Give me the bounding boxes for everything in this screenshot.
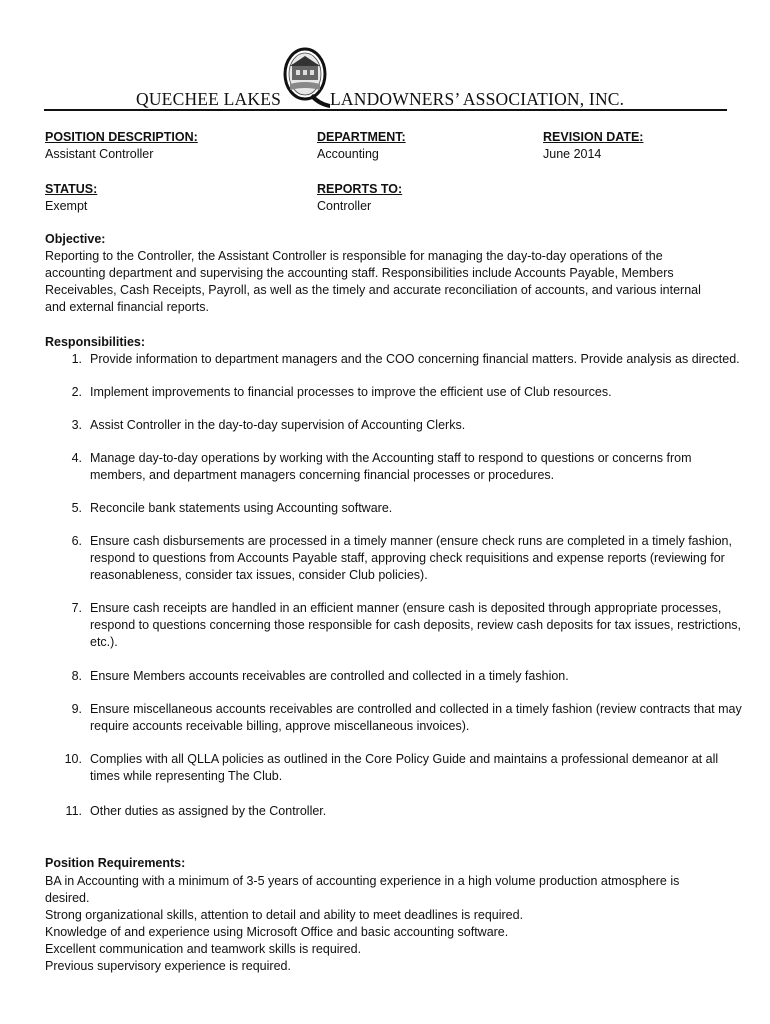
list-item-text: Manage day-to-day operations by working with the Accounting staff to respond to questions or concerns from <box>90 451 692 465</box>
objective-paragraph <box>45 248 725 316</box>
revision-date-label: REVISION DATE: <box>543 130 644 144</box>
list-item-text: members, and department managers concerning financial processes or procedures. <box>90 468 555 482</box>
list-item-text: respond to questions from Accounts Payable staff, approving check requisitions and expense reports (reviewing for <box>90 551 725 565</box>
position-description-value: Assistant Controller <box>45 147 154 161</box>
list-item-number: 3. <box>71 418 82 432</box>
list-item-number: 5. <box>71 501 82 515</box>
letterhead <box>0 0 770 115</box>
reports-to-label: REPORTS TO: <box>317 182 403 196</box>
requirements-line: BA in Accounting with a minimum of 3-5 years of accounting experience in a high volume production atmosphere is <box>45 874 680 888</box>
status-label: STATUS: <box>45 182 98 196</box>
list-item-text: Ensure cash receipts are handled in an efficient manner (ensure cash is deposited through appropriate processes, <box>90 601 722 615</box>
list-item-number: 2. <box>71 385 82 399</box>
list-item-number: 6. <box>71 534 82 548</box>
objective-line: Reporting to the Controller, the Assistant Controller is responsible for managing the day-to-day operations of the <box>45 249 663 263</box>
requirements-line: Excellent communication and teamwork skills is required. <box>45 942 362 956</box>
requirements-line: Strong organizational skills, attention to detail and ability to meet deadlines is required. <box>45 908 524 922</box>
list-item-text: Ensure miscellaneous accounts receivables are controlled and collected in a timely fashion (review contracts that may <box>90 702 742 716</box>
department-label: DEPARTMENT: <box>317 130 406 144</box>
requirements-line: desired. <box>45 891 90 905</box>
list-item-number: 9. <box>71 702 82 716</box>
list-item-number: 8. <box>71 669 82 683</box>
status-value: Exempt <box>45 199 88 213</box>
position-description-label: POSITION DESCRIPTION: <box>45 130 198 144</box>
list-item-number: 11. <box>65 804 82 818</box>
list-item-text: reasonableness, consider tax issues, consider Club policies). <box>90 568 428 582</box>
list-item-text: Other duties as assigned by the Controller. <box>90 804 327 818</box>
list-item-text: respond to questions concerning those responsible for cash deposits, review cash deposits for tax issues, restrictions, <box>90 618 742 632</box>
list-item-number: 1. <box>71 352 82 366</box>
association-name-right: LANDOWNERS’ ASSOCIATION, INC. <box>330 89 625 109</box>
objective-line: and external financial reports. <box>45 300 209 314</box>
list-item-number: 4. <box>71 451 82 465</box>
objective-line: accounting department and supervising the accounting staff. Responsibilities include Accounts Payable, Members <box>45 266 674 280</box>
list-item-number: 7. <box>71 601 82 615</box>
list-item-text: require accounts receivable billing, approve miscellaneous invoices). <box>90 719 470 733</box>
revision-date-value: June 2014 <box>543 147 602 161</box>
department-value: Accounting <box>317 147 379 161</box>
requirements-line: Previous supervisory experience is required. <box>45 959 291 973</box>
responsibilities-title: Responsibilities: <box>45 335 146 349</box>
reports-to-value: Controller <box>317 199 372 213</box>
list-item-text: Complies with all QLLA policies as outlined in the Core Policy Guide and maintains a professional demeanor at all <box>90 752 719 766</box>
list-item-text: Ensure cash disbursements are processed in a timely manner (ensure check runs are completed in a timely fashion, <box>90 534 732 548</box>
list-item-text: etc.). <box>90 635 118 649</box>
list-item-text: Provide information to department managers and the COO concerning financial matters. Provide analysis as directed. <box>90 352 740 366</box>
list-item-text: Ensure Members accounts receivables are controlled and collected in a timely fashion. <box>90 669 569 683</box>
requirements-paragraph <box>45 873 725 975</box>
list-item-text: Implement improvements to financial processes to improve the efficient use of Club resources. <box>90 385 612 399</box>
letter-q-seal-icon <box>280 44 332 110</box>
list-item-number: 10. <box>64 752 82 766</box>
list-item-text: Assist Controller in the day-to-day supervision of Accounting Clerks. <box>90 418 466 432</box>
requirements-line: Knowledge of and experience using Microsoft Office and basic accounting software. <box>45 925 509 939</box>
objective-line: Receivables, Cash Receipts, Payroll, as well as the timely and accurate reconciliation of accounts, and various internal <box>45 283 701 297</box>
association-name-left: QUECHEE LAKES <box>136 89 282 109</box>
requirements-title: Position Requirements: <box>45 856 186 870</box>
list-item-text: Reconcile bank statements using Accounting software. <box>90 501 393 515</box>
letterhead-divider <box>44 109 727 111</box>
objective-title: Objective: <box>45 232 106 246</box>
list-item-text: times while representing The Club. <box>90 769 283 783</box>
